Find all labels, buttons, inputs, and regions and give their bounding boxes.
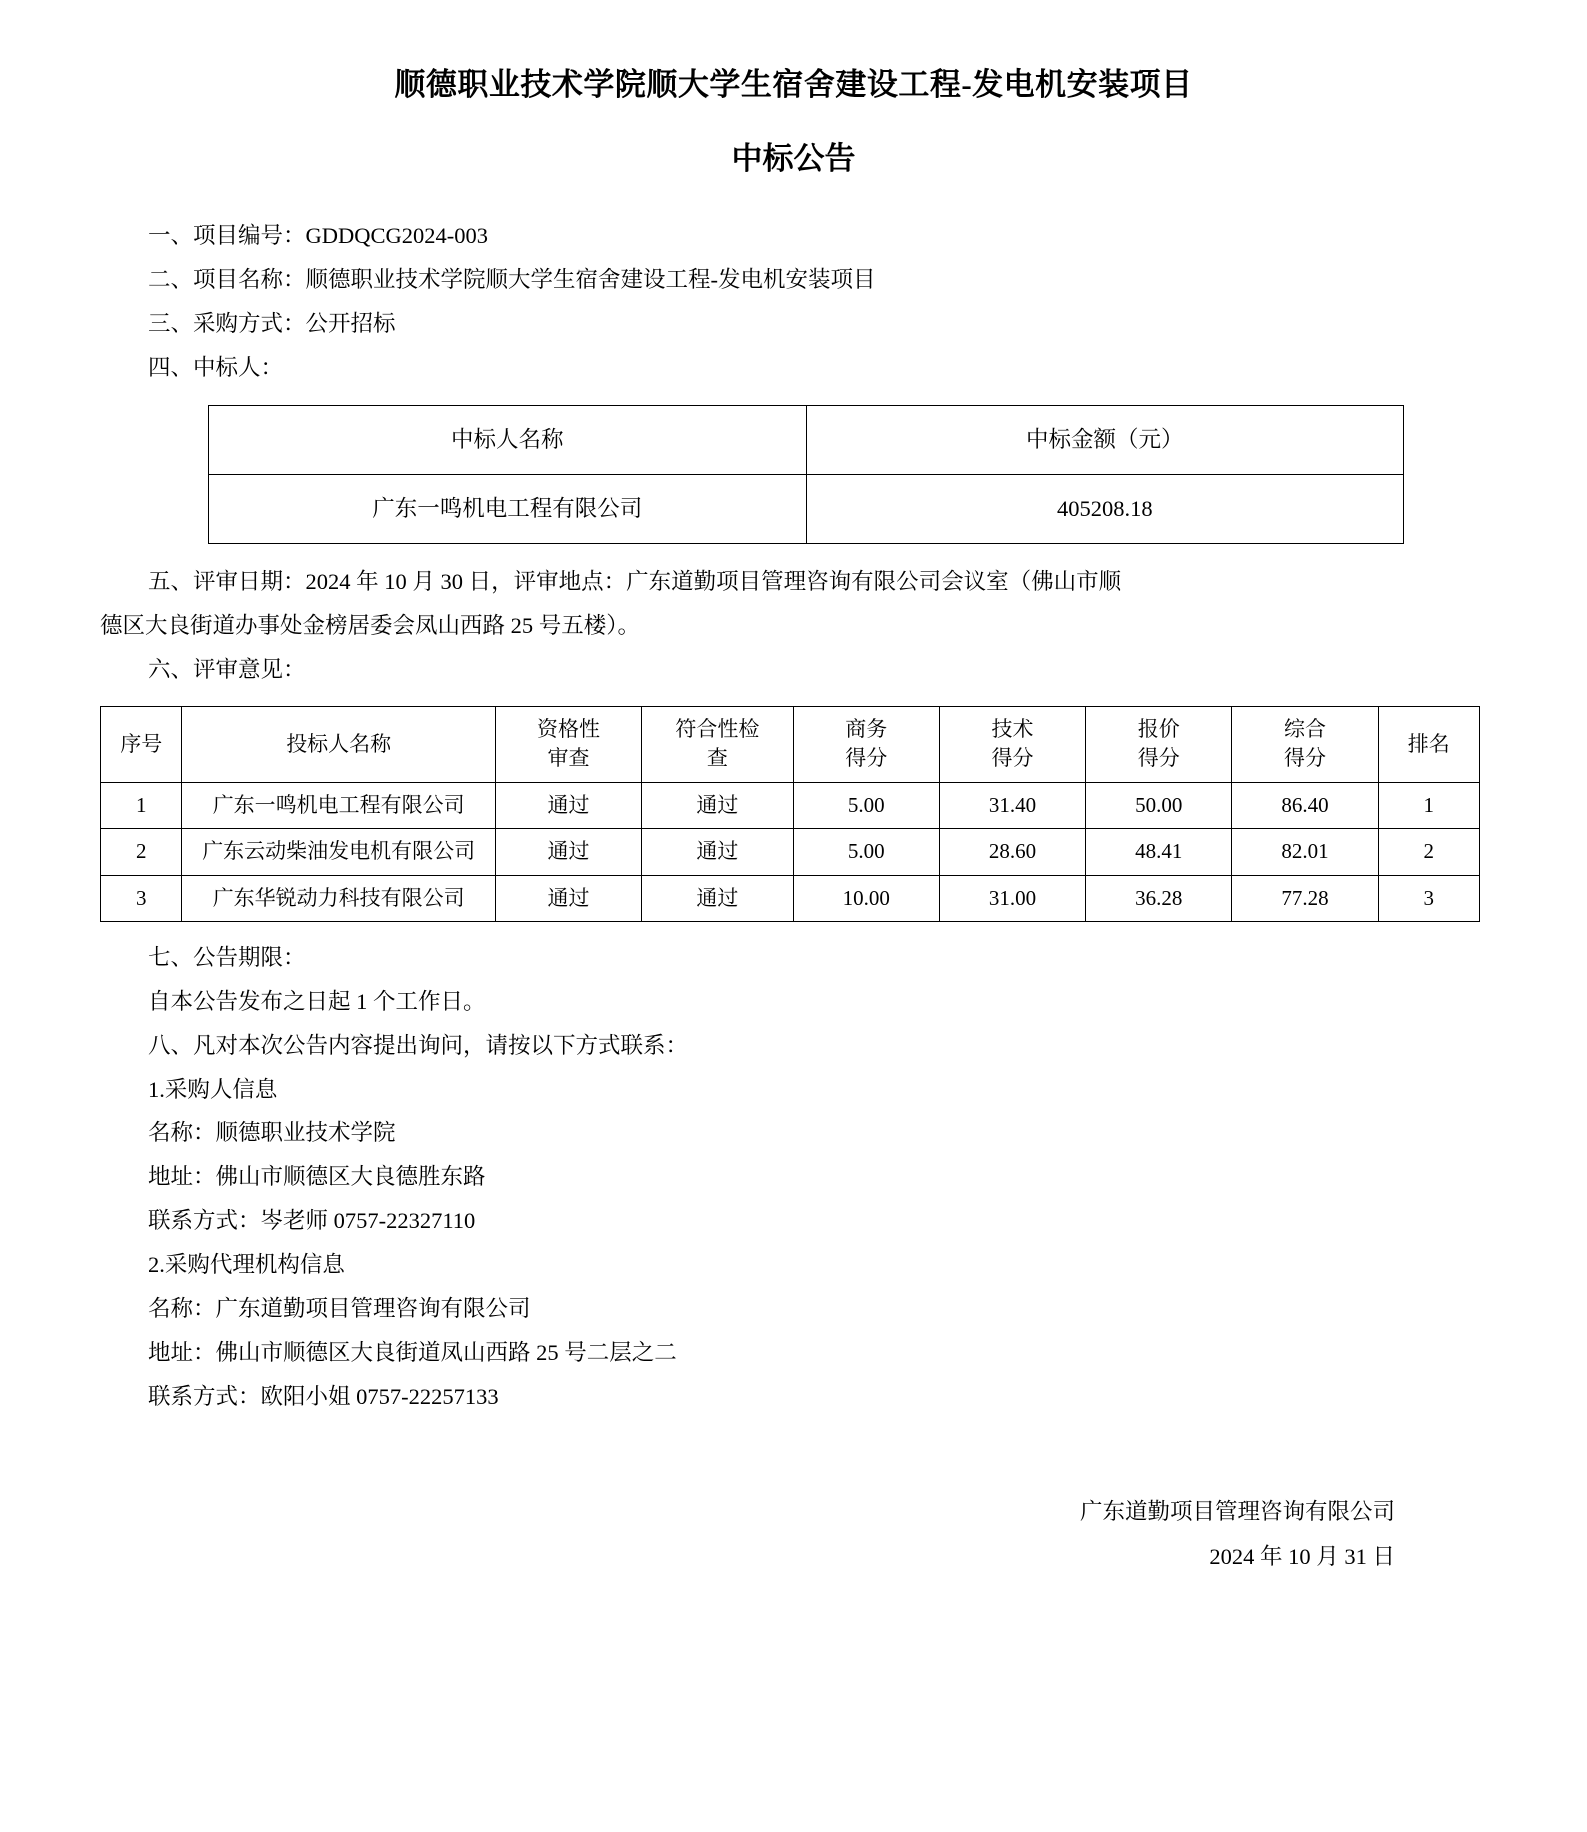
eval-cell-qualification: 通过 [495,829,641,875]
eval-col-qualification: 资格性 审查 [495,707,641,783]
eval-cell-qualification: 通过 [495,782,641,828]
table-row [209,475,1404,544]
eval-col-price-score: 报价 得分 [1086,707,1232,783]
buyer-info-heading: 1.采购人信息 [148,1076,278,1102]
winner-table [208,405,1404,544]
table-row [101,782,1480,828]
eval-cell-price-score: 48.41 [1086,829,1232,875]
eval-col-bidder: 投标人名称 [182,707,495,783]
eval-cell-compliance: 通过 [642,875,793,921]
agent-name: 名称：广东道勤项目管理咨询有限公司 [148,1295,531,1321]
winner-col-amount: 中标金额（元） [806,406,1404,475]
eval-cell-technical-score: 31.40 [939,782,1085,828]
eval-cell-business-score: 5.00 [793,782,939,828]
table-row [101,875,1480,921]
eval-cell-qualification: 通过 [495,875,641,921]
eval-col-compliance: 符合性检 查 [642,707,793,783]
eval-cell-bidder: 广东华锐动力科技有限公司 [182,875,495,921]
section-project-number: 一、项目编号：GDDQCG2024-003 [148,222,488,248]
signature-block [100,1489,1487,1579]
eval-col-total-score: 综合 得分 [1232,707,1378,783]
eval-cell-business-score: 10.00 [793,875,939,921]
signature-date: 2024 年 10 月 31 日 [1209,1543,1395,1569]
winner-col-name: 中标人名称 [209,406,807,475]
table-header-row [209,406,1404,475]
section-review-opinion-heading: 六、评审意见： [148,657,306,683]
section-announcement-period-heading: 七、公告期限： [148,944,306,970]
eval-cell-price-score: 50.00 [1086,782,1232,828]
eval-cell-rank: 2 [1378,829,1479,875]
section-announcement-period-body: 自本公告发布之日起 1 个工作日。 [148,988,486,1014]
eval-cell-total-score: 77.28 [1232,875,1378,921]
document-body [100,214,1487,1419]
table-row [101,829,1480,875]
eval-col-rank: 排名 [1378,707,1479,783]
section-contact-heading: 八、凡对本次公告内容提出询问，请按以下方式联系： [148,1032,689,1058]
eval-cell-total-score: 86.40 [1232,782,1378,828]
eval-cell-index: 2 [101,829,182,875]
eval-cell-index: 3 [101,875,182,921]
winner-name-value: 广东一鸣机电工程有限公司 [209,475,807,544]
agent-contact: 联系方式：欧阳小姐 0757-22257133 [148,1383,499,1409]
eval-cell-compliance: 通过 [642,829,793,875]
section-winner-heading: 四、中标人： [148,354,284,380]
agent-address: 地址：佛山市顺德区大良街道凤山西路 25 号二层之二 [148,1339,677,1365]
eval-cell-technical-score: 31.00 [939,875,1085,921]
eval-cell-bidder: 广东云动柴油发电机有限公司 [182,829,495,875]
eval-cell-business-score: 5.00 [793,829,939,875]
buyer-name: 名称：顺德职业技术学院 [148,1120,396,1146]
eval-cell-price-score: 36.28 [1086,875,1232,921]
winner-amount-value: 405208.18 [806,475,1404,544]
agent-info-heading: 2.采购代理机构信息 [148,1252,345,1278]
page-title: 顺德职业技术学院顺大学生宿舍建设工程-发电机安装项目 [394,67,1193,102]
section-project-name: 二、项目名称：顺德职业技术学院顺大学生宿舍建设工程-发电机安装项目 [148,266,876,292]
table-header-row [101,707,1480,783]
signature-organization: 广东道勤项目管理咨询有限公司 [1079,1498,1395,1524]
eval-cell-compliance: 通过 [642,782,793,828]
eval-cell-rank: 3 [1378,875,1479,921]
eval-col-technical-score: 技术 得分 [939,707,1085,783]
eval-col-business-score: 商务 得分 [793,707,939,783]
eval-cell-rank: 1 [1378,782,1479,828]
eval-col-index: 序号 [101,707,182,783]
section-review-date-line2: 德区大良街道办事处金榜居委会凤山西路 25 号五楼）。 [100,613,641,639]
section-review-date-line1: 五、评审日期：2024 年 10 月 30 日，评审地点：广东道勤项目管理咨询有限公司会议室（佛山市顺 [148,569,1122,595]
buyer-address: 地址：佛山市顺德区大良德胜东路 [148,1164,486,1190]
section-procurement-method: 三、采购方式：公开招标 [148,310,396,336]
eval-cell-total-score: 82.01 [1232,829,1378,875]
page-subtitle: 中标公告 [731,140,856,176]
eval-cell-index: 1 [101,782,182,828]
evaluation-table [100,706,1480,922]
buyer-contact: 联系方式：岑老师 0757-22327110 [148,1208,476,1234]
eval-cell-bidder: 广东一鸣机电工程有限公司 [182,782,495,828]
eval-cell-technical-score: 28.60 [939,829,1085,875]
